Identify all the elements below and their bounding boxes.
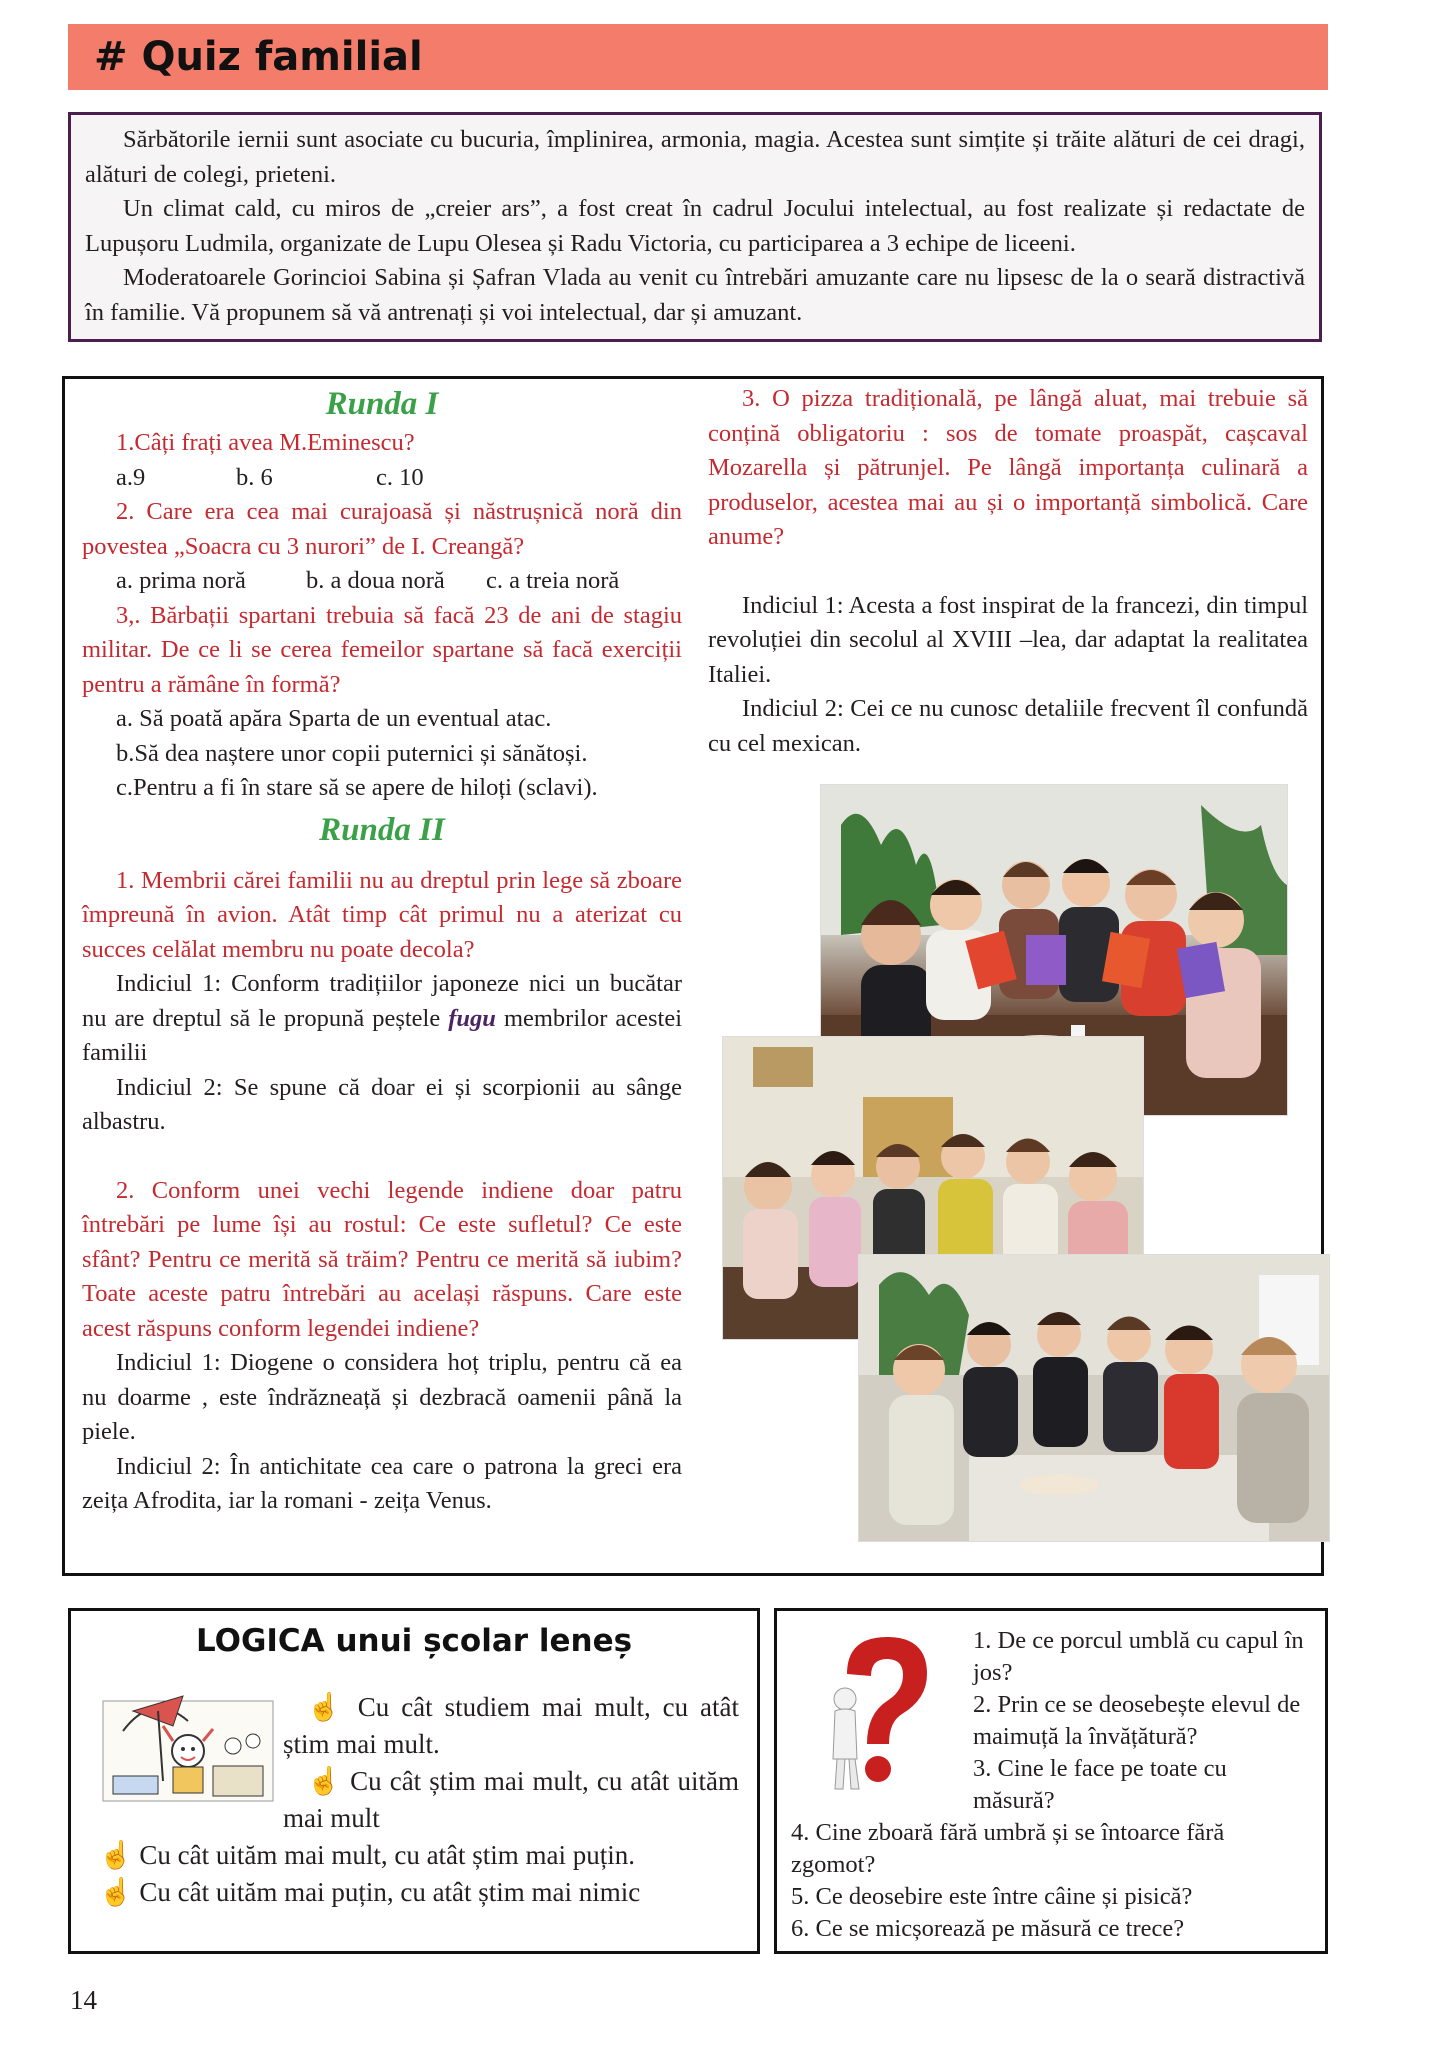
round2-q2-hint-1: Indiciul 1: Diogene o considera hoț triplu, pentru că ea nu doarme , este îndrăzneață și dezbracă oamenii până la piele. xyxy=(82,1349,682,1445)
group-photo-3 xyxy=(858,1254,1330,1542)
round2-q1-hint-2: Indiciul 2: Se spune că doar ei și scorpionii au sânge albastru. xyxy=(82,1073,682,1135)
option: a. prima noră xyxy=(116,567,246,594)
lazy-student-logic-box xyxy=(68,1608,760,1954)
logic-text: Cu cât uităm mai mult, cu atât știm mai puțin. xyxy=(139,1840,636,1870)
round2-q3-hint-1: Indiciul 1: Acesta a fost inspirat de la francezi, din timpul revoluției din secolul al XVIII –lea, dar adaptat la realitatea Italiei. xyxy=(708,591,1308,688)
logic-line-1 xyxy=(283,1689,739,1763)
photo-illustration xyxy=(859,1255,1329,1541)
option: a. Să poată apăra Sparta de un eventual atac. xyxy=(116,705,552,732)
intro-paragraph: Un climat cald, cu miros de „creier ars”, a fost creat în cadrul Jocului intelectual, au fost realizate și redactate de Lupușoru Ludmila, organizate de Lupu Olesea și Radu Victoria, cu participarea a 3 echipe de liceeni. xyxy=(85,195,1305,257)
logic-line-2 xyxy=(283,1763,739,1837)
round1-q2-options xyxy=(82,564,682,599)
hand-pointer-icon: ☝ xyxy=(307,1692,346,1722)
round1-q1-options xyxy=(82,461,682,496)
round1-title: Runda I xyxy=(325,386,439,422)
riddle-6: 6. Ce se micșorează pe măsură ce trece? xyxy=(791,1915,1185,1942)
option: a.9 xyxy=(116,463,146,491)
logic-line-3 xyxy=(99,1837,749,1874)
round2-question-1: 1. Membrii cărei familii nu au dreptul prin lege să zboare împreună în avion. Atât timp cât primul nu a aterizat cu succes celălat membru nu poate decola? xyxy=(82,866,682,963)
title-banner xyxy=(68,24,1328,90)
hand-pointer-icon: ☝ xyxy=(307,1766,342,1796)
hand-pointer-icon: ☝ xyxy=(99,1877,133,1907)
round1-question-1: 1.Câți frați avea M.Eminescu? xyxy=(116,429,415,456)
riddle-2: 2. Prin ce se deosebește elevul de maimuță la învățătură? xyxy=(973,1691,1301,1750)
intro-paragraph: Moderatoarele Gorincioi Sabina și Șafran Vlada au venit cu întrebări amuzante care nu lipsesc de la o seară distractivă în familie. Vă propunem să vă antrenați și voi intelectual, dar și amuzant. xyxy=(85,264,1305,326)
option: c. a treia noră xyxy=(486,567,620,594)
intro-paragraph: Sărbătorile iernii sunt asociate cu bucuria, împlinirea, armonia, magia. Acestea sunt simțite și trăite alături de cei dragi, alături de colegi, prieteni. xyxy=(85,126,1305,188)
round2-q2-hint-2: Indiciul 2: În antichitate cea care o patrona la greci era zeița Afrodita, iar la romani - zeița Venus. xyxy=(82,1452,682,1514)
option: b. 6 xyxy=(236,463,273,491)
round2-title: Runda II xyxy=(319,811,445,848)
round1-question-3: 3,. Bărbații spartani trebuia să facă 23 de ani de stagiu militar. De ce li se cerea femeilor spartane să facă exerciții pentru a rămâne în formă? xyxy=(82,601,682,698)
question-mark-figure-icon xyxy=(817,1629,937,1799)
round2-question-2: 2. Conform unei vechi legende indiene doar patru întrebări pe lume își au rostul: Ce este sufletul? Ce este sfânt? Pentru ce merită să trăim? Pentru ce merită să iubim? Toate aceste patru întrebări au același răspuns. Care este acest răspuns conform legendei indiene? xyxy=(82,1176,682,1342)
round2-q3-hint-2: Indiciul 2: Cei ce nu cunosc detaliile frecvent îl confundă cu cel mexican. xyxy=(708,695,1308,757)
intro-box xyxy=(68,112,1322,342)
logic-text: Cu cât studiem mai mult, cu atât știm mai mult. xyxy=(283,1692,740,1759)
riddle-4: 4. Cine zboară fără umbră și se întoarce fără zgomot? xyxy=(791,1819,1225,1878)
logic-text: Cu cât uităm mai puțin, cu atât știm mai nimic xyxy=(139,1877,641,1907)
round1-question-2: 2. Care era cea mai curajoasă și năstrușnică noră din povestea „Soacra cu 3 nurori” de I. Creangă? xyxy=(82,498,682,560)
logic-text: Cu cât știm mai mult, cu atât uităm mai mult xyxy=(283,1766,739,1833)
riddle-3: 3. Cine le face pe toate cu măsură? xyxy=(973,1755,1227,1814)
fugu-word: fugu xyxy=(448,1004,496,1032)
option: b.Să dea naștere unor copii puternici și sănătoși. xyxy=(116,739,588,767)
hint-text: membrilor acestei familii xyxy=(82,1004,683,1066)
quiz-right-column xyxy=(708,382,1308,761)
hint-text: Indiciul 1: Conform tradițiilor japoneze nici un bucătar nu are dreptul să le propună peștele xyxy=(82,970,682,1032)
riddle-5: 5. Ce deosebire este între câine și pisică? xyxy=(791,1883,1193,1910)
option: c.Pentru a fi în stare să se apere de hiloți (sclavi). xyxy=(116,774,598,801)
option: c. 10 xyxy=(376,463,424,491)
logic-line-4 xyxy=(99,1874,749,1911)
round2-q1-hint-1 xyxy=(82,967,682,1071)
page-number: 14 xyxy=(70,1985,97,2015)
round2-question-3: 3. O pizza tradițională, pe lângă aluat, mai trebuie să conțină obligatoriu : sos de tomate proaspăt, cașcaval Mozarella și pătrunjel. Pe lângă importanța culinară a produselor, acestea mai au și o importanță simbolică. Care anume? xyxy=(708,385,1308,550)
quiz-left-column xyxy=(82,382,682,1519)
riddles-box xyxy=(774,1608,1328,1954)
option: b. a doua noră xyxy=(306,567,445,594)
lazy-student-cartoon xyxy=(93,1671,283,1811)
riddle-1: 1. De ce porcul umblă cu capul în jos? xyxy=(973,1627,1304,1686)
hand-pointer-icon: ☝ xyxy=(99,1840,133,1870)
logic-title: LOGICA unui școlar leneș xyxy=(195,1623,633,1659)
page-title: # Quiz familial xyxy=(94,34,423,80)
